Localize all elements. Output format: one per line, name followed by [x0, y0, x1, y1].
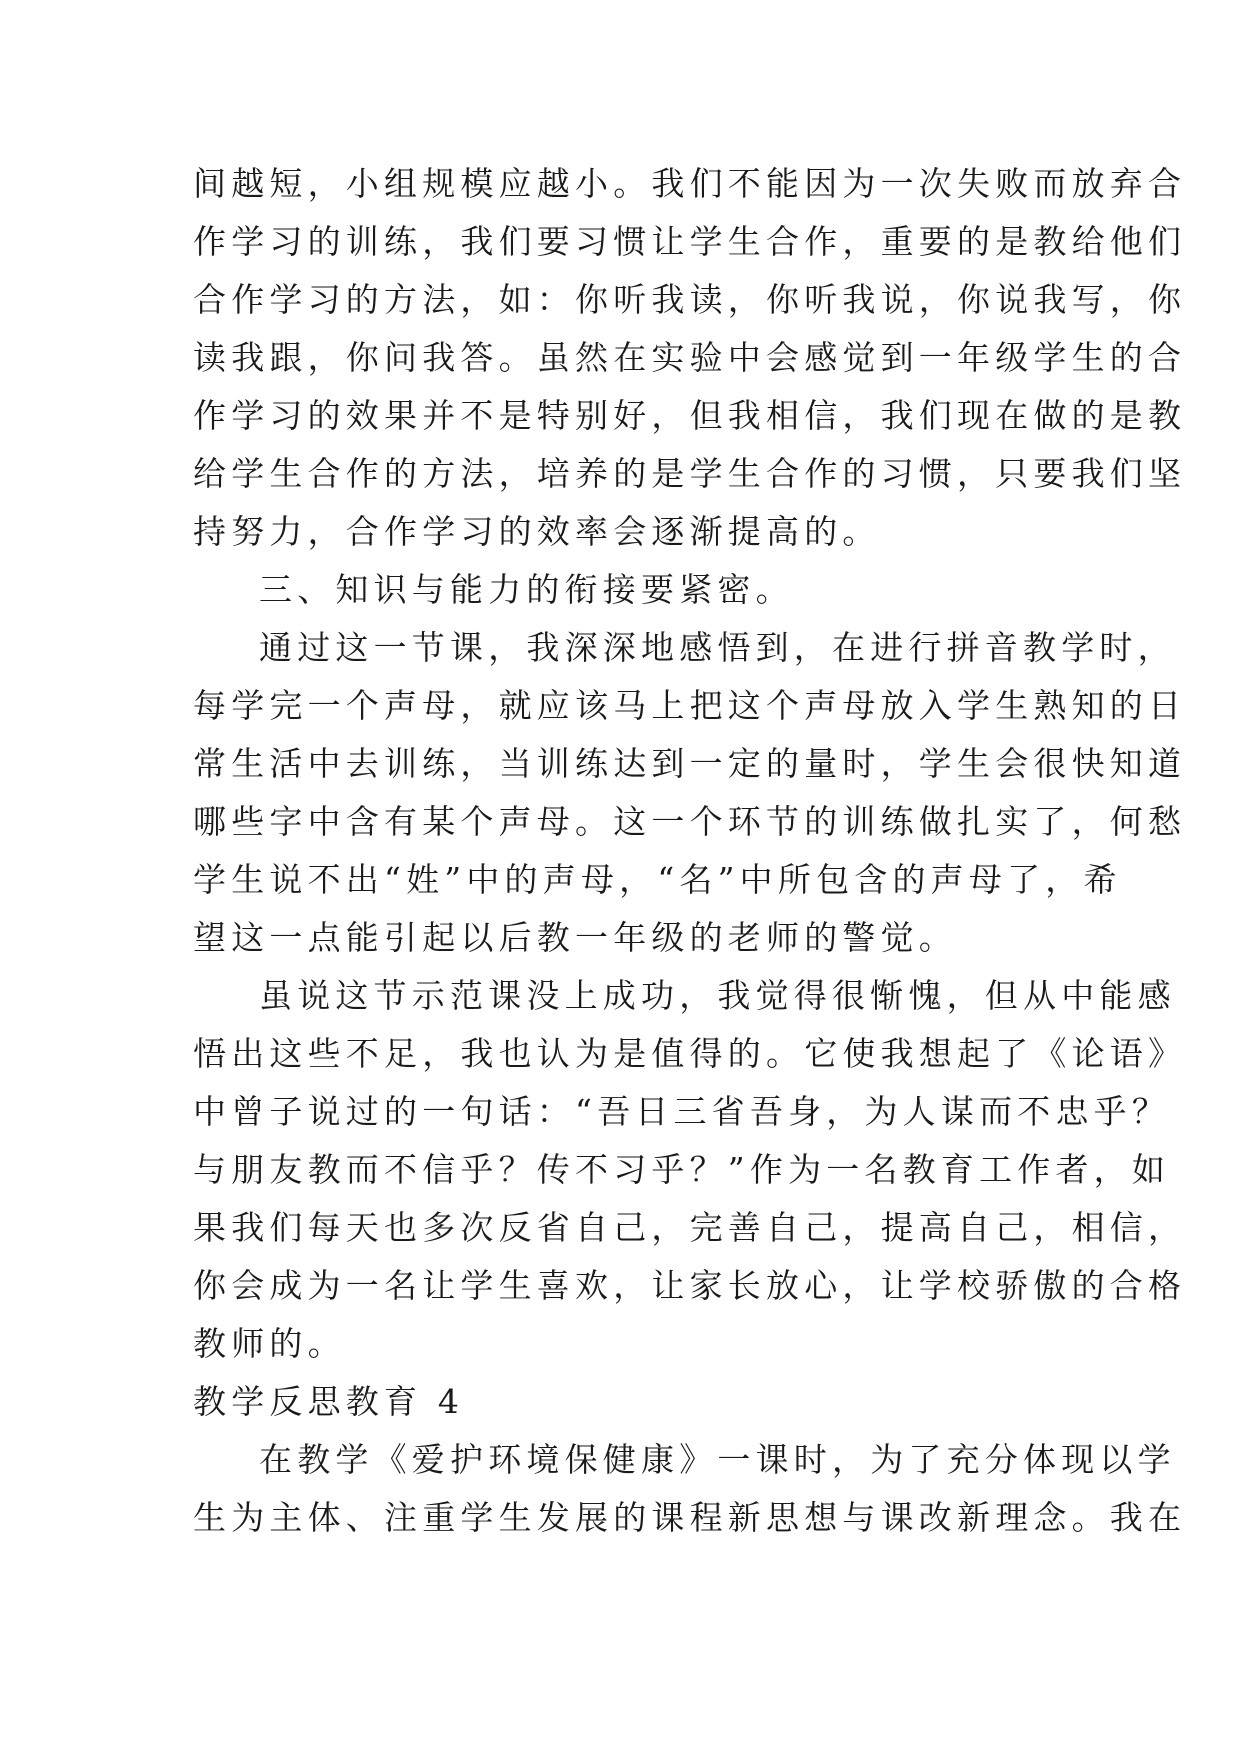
- paragraph-line: 学生说不出“姓”中的声母，“名”中所包含的声母了，希: [193, 860, 1122, 899]
- article-title: 教学反思教育 4: [193, 1382, 465, 1421]
- paragraph-line: 你会成为一名让学生喜欢，让家长放心，让学校骄傲的合格: [193, 1266, 1187, 1305]
- paragraph-line: 果我们每天也多次反省自己，完善自己，提高自己，相信，: [193, 1208, 1187, 1247]
- paragraph-line: 作学习的训练，我们要习惯让学生合作，重要的是教给他们: [193, 222, 1187, 261]
- paragraph-line: 哪些字中含有某个声母。这一个环节的训练做扎实了，何愁: [193, 802, 1187, 841]
- paragraph-line: 通过这一节课，我深深地感悟到，在进行拼音教学时，: [259, 628, 1176, 667]
- paragraph-line: 悟出这些不足，我也认为是值得的。它使我想起了《论语》: [193, 1034, 1187, 1073]
- paragraph-line: 在教学《爱护环境保健康》一课时，为了充分体现以学: [259, 1440, 1176, 1479]
- paragraph-line: 中曾子说过的一句话：“吾日三省吾身，为人谋而不忠乎？: [193, 1092, 1171, 1131]
- section-heading: 三、知识与能力的衔接要紧密。: [259, 570, 794, 609]
- paragraph-line: 生为主体、注重学生发展的课程新思想与课改新理念。我在: [193, 1498, 1187, 1537]
- paragraph-line: 每学完一个声母，就应该马上把这个声母放入学生熟知的日: [193, 686, 1187, 725]
- paragraph-line: 给学生合作的方法，培养的是学生合作的习惯，只要我们坚: [193, 454, 1187, 493]
- paragraph-line: 持努力，合作学习的效率会逐渐提高的。: [193, 512, 881, 551]
- paragraph-line: 读我跟，你问我答。虽然在实验中会感觉到一年级学生的合: [193, 338, 1187, 377]
- paragraph-line: 教师的。: [193, 1324, 346, 1363]
- paragraph-line: 望这一点能引起以后教一年级的老师的警觉。: [193, 918, 957, 957]
- paragraph-line: 虽说这节示范课没上成功，我觉得很惭愧，但从中能感: [259, 976, 1176, 1015]
- paragraph-line: 作学习的效果并不是特别好，但我相信，我们现在做的是教: [193, 396, 1187, 435]
- paragraph-line: 常生活中去训练，当训练达到一定的量时，学生会很快知道: [193, 744, 1187, 783]
- paragraph-line: 合作学习的方法，如：你听我读，你听我说，你说我写，你: [193, 280, 1187, 319]
- paragraph-line: 间越短，小组规模应越小。我们不能因为一次失败而放弃合: [193, 164, 1187, 203]
- paragraph-line: 与朋友教而不信乎？传不习乎？”作为一名教育工作者，如: [193, 1150, 1171, 1189]
